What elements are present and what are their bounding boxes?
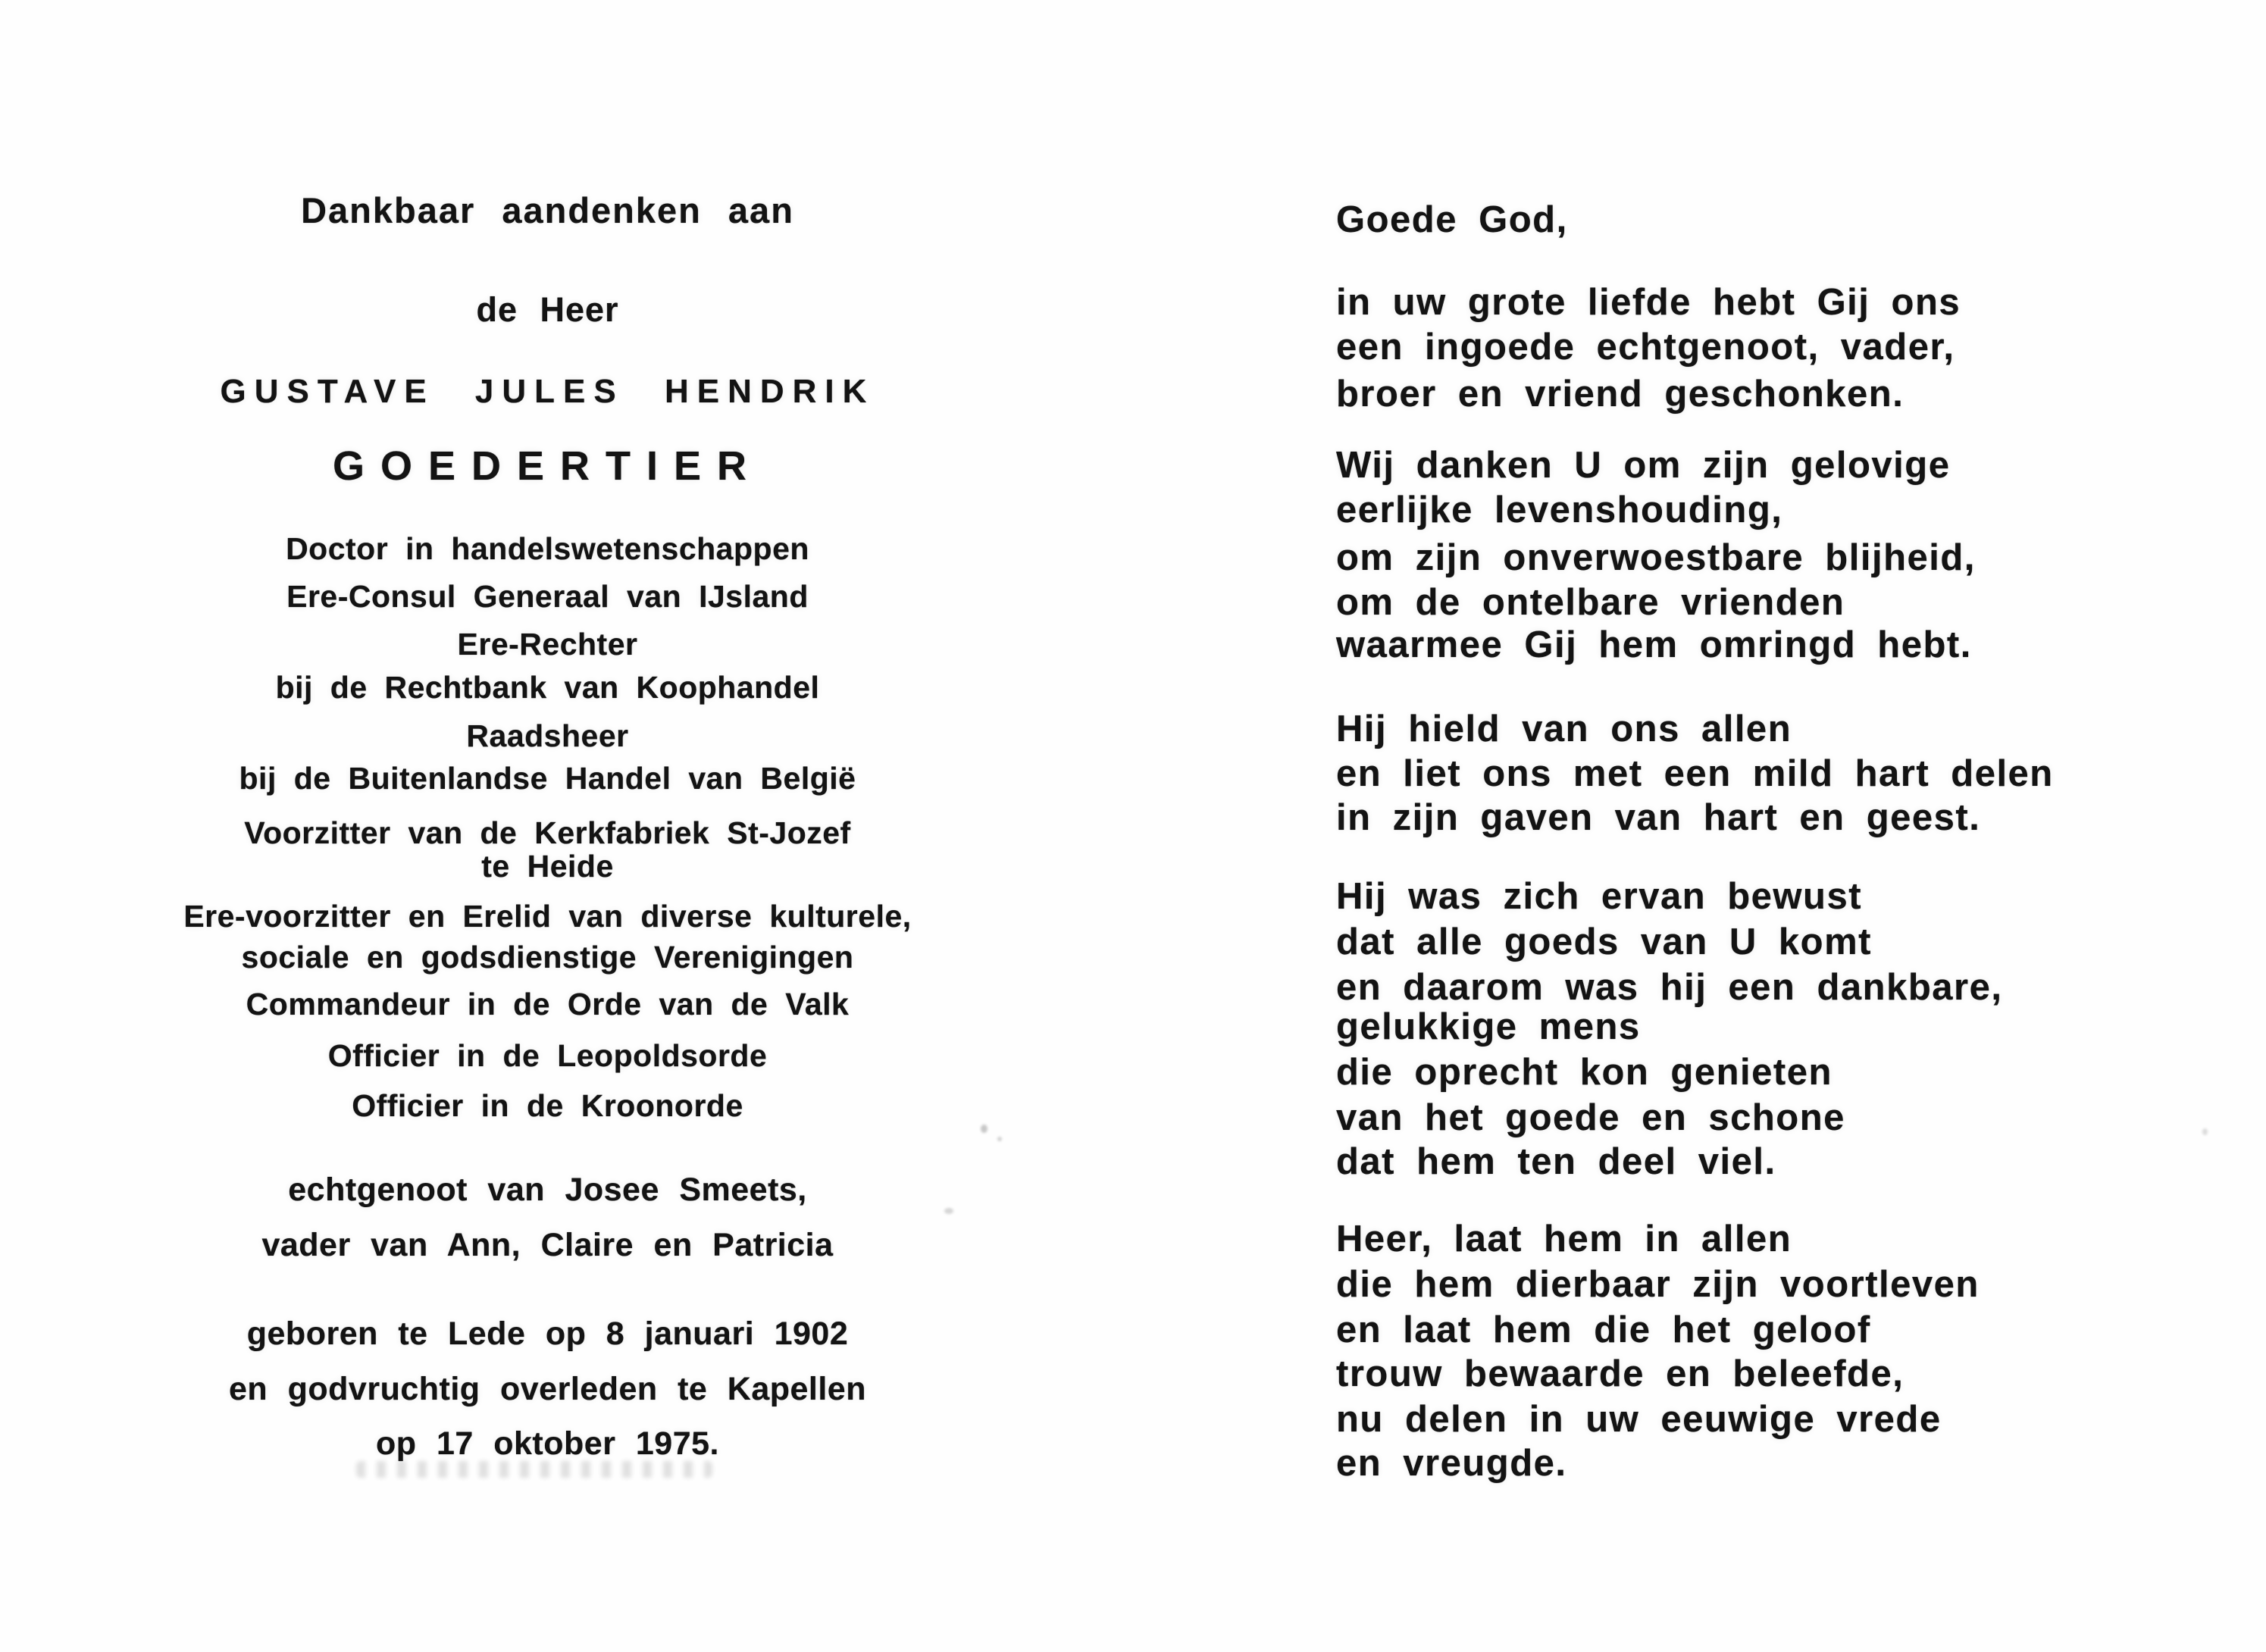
prayer-line: Hij was zich ervan bewust [1336, 876, 1863, 917]
prayer-line: nu delen in uw eeuwige vrede [1336, 1399, 1942, 1440]
prayer-line: in uw grote liefde hebt Gij ons [1336, 282, 1961, 323]
salutation-line: de Heer [476, 290, 619, 329]
title-line: Voorzitter van de Kerkfabriek St-Jozef [244, 815, 851, 850]
prayer-line: gelukkige mens [1336, 1006, 1641, 1047]
title-line: bij de Rechtbank van Koophandel [275, 670, 820, 705]
prayer-line: van het goede en schone [1336, 1097, 1845, 1138]
title-line: Officier in de Leopoldsorde [327, 1038, 768, 1073]
title-line: Raadsheer [466, 718, 629, 753]
prayer-line: Wij danken U om zijn gelovige [1336, 445, 1951, 486]
title-line: Commandeur in de Orde van de Valk [246, 987, 850, 1022]
life-date-line: en godvruchtig overleden te Kapellen [229, 1371, 866, 1407]
given-names: GUSTAVE JULES HENDRIK [220, 373, 875, 410]
title-line: Ere-Consul Generaal van IJsland [286, 579, 809, 614]
scan-speck [997, 1137, 1002, 1141]
prayer-line: om zijn onverwoestbare blijheid, [1336, 537, 1976, 578]
life-date-line: geboren te Lede op 8 januari 1902 [246, 1316, 849, 1352]
prayer-line: die oprecht kon genieten [1336, 1052, 1833, 1093]
family-line: echtgenoot van Josee Smeets, [288, 1172, 807, 1208]
prayer-line: die hem dierbaar zijn voortleven [1336, 1264, 1980, 1305]
prayer-line: waarmee Gij hem omringd hebt. [1336, 624, 1972, 665]
life-date-line: op 17 oktober 1975. [376, 1425, 719, 1462]
scan-speck [944, 1208, 953, 1214]
scan-speck [2202, 1128, 2208, 1135]
intro-line: Dankbaar aandenken aan [301, 190, 794, 230]
prayer-line: en daarom was hij een dankbare, [1336, 967, 2003, 1008]
title-line: Officier in de Kroonorde [352, 1088, 743, 1123]
prayer-line: broer en vriend geschonken. [1336, 374, 1905, 415]
prayer-line: en vreugde. [1336, 1443, 1567, 1484]
title-line: bij de Buitenlandse Handel van België [239, 761, 856, 796]
title-line: sociale en godsdienstige Verenigingen [241, 940, 854, 975]
scan-speck [981, 1125, 987, 1133]
title-line: Ere-voorzitter en Erelid van diverse kulturele, [183, 899, 912, 934]
prayer-line: een ingoede echtgenoot, vader, [1336, 327, 1955, 368]
family-line: vader van Ann, Claire en Patricia [261, 1227, 834, 1263]
prayer-line: om de ontelbare vrienden [1336, 582, 1845, 623]
prayer-line: en laat hem die het geloof [1336, 1309, 1871, 1350]
prayer-line: eerlijke levenshouding, [1336, 490, 1783, 530]
prayer-line: dat hem ten deel viel. [1336, 1141, 1776, 1182]
print-bleedthrough-smudge [356, 1461, 712, 1478]
surname: GOEDERTIER [332, 443, 763, 489]
prayer-line: trouw bewaarde en beleefde, [1336, 1353, 1905, 1394]
title-line: Ere-Rechter [457, 627, 638, 662]
prayer-line: dat alle goeds van U komt [1336, 921, 1872, 962]
prayer-line: Heer, laat hem in allen [1336, 1219, 1792, 1259]
prayer-line: en liet ons met een mild hart delen [1336, 753, 2054, 794]
title-line: te Heide [481, 849, 614, 884]
prayer-line: Hij hield van ons allen [1336, 709, 1792, 749]
prayer-line: in zijn gaven van hart en geest. [1336, 797, 1981, 838]
prayer-line: Goede God, [1336, 199, 1568, 240]
title-line: Doctor in handelswetenschappen [286, 531, 809, 566]
